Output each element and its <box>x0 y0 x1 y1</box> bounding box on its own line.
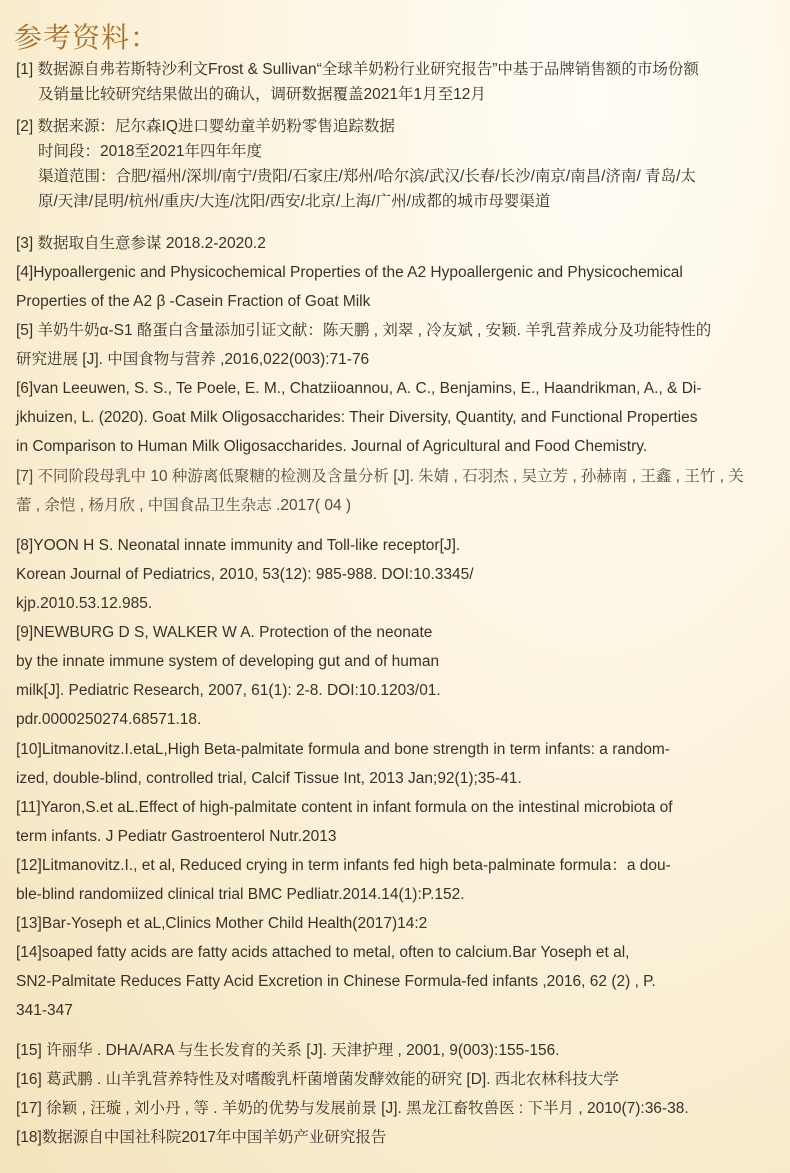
reference-1-line: 及销量比较研究结果做出的确认，调研数据覆盖2021年1月至12月 <box>38 86 486 103</box>
reference-18-line: [18]数据源自中国社科院2017年中国羊奶产业研究报告 <box>16 1129 387 1146</box>
reference-8-line: kjp.2010.53.12.985. <box>16 595 153 612</box>
reference-7-line: 蕾 , 余恺 , 杨月欣 , 中国食品卫生杂志 .2017( 04 ) <box>16 497 352 514</box>
reference-17-line: [17] 徐颖 , 汪璇 , 刘小丹 , 等 . 羊奶的优势与发展前景 [J]. 黑龙江畜牧兽医 : 下半月 , 2010(7):36-38. <box>16 1100 689 1117</box>
reference-14-line: 341-347 <box>16 1002 73 1019</box>
reference-12-line: ble-blind randomiized clinical trial BMC Pedliatr.2014.14(1):P.152. <box>16 886 465 903</box>
reference-8-line: Korean Journal of Pediatrics, 2010, 53(12): 985-988. DOI:10.3345/ <box>16 566 474 583</box>
reference-15-line: [15] 许丽华 . DHA/ARA 与生长发育的关系 [J]. 天津护理 , 2001, 9(003):155-156. <box>16 1042 560 1059</box>
reference-11-line: term infants. J Pediatr Gastroenterol Nutr.2013 <box>16 828 337 845</box>
reference-2-line: 原/天津/昆明/杭州/重庆/大连/沈阳/西安/北京/上海/广州/成都的城市母婴渠道 <box>38 193 551 210</box>
reference-12-line: [12]Litmanovitz.I., et al, Reduced crying in term infants fed high beta-palminate formula：a dou- <box>16 857 671 874</box>
reference-3-line: [3] 数据取自生意参谋 2018.2-2020.2 <box>16 235 266 252</box>
reference-7-line: [7] 不同阶段母乳中 10 种游离低聚糖的检测及含量分析 [J]. 朱婧 , 石羽杰 , 吴立芳 , 孙赫南 , 王鑫 , 王竹 , 关 <box>16 468 744 485</box>
reference-13-line: [13]Bar-Yoseph et aL,Clinics Mother Child Health(2017)14:2 <box>16 915 428 932</box>
reference-5-line: [5] 羊奶牛奶α-S1 酪蛋白含量添加引证文献：陈天鹏 , 刘翠 , 冷友斌 , 安颖. 羊乳营养成分及功能特性的 <box>16 322 712 339</box>
reference-2-line: 时间段：2018至2021年四年年度 <box>38 143 262 160</box>
reference-9-line: [9]NEWBURG D S, WALKER W A. Protection of the neonate <box>16 624 433 641</box>
reference-4-line: Properties of the A2 β -Casein Fraction of Goat Milk <box>16 293 371 310</box>
reference-5-line: 研究进展 [J]. 中国食物与营养 ,2016,022(003):71-76 <box>16 351 370 368</box>
reference-1-line: [1] 数据源自弗若斯特沙利文Frost & Sullivan“全球羊奶粉行业研究报告”中基于品牌销售额的市场份额 <box>16 61 699 78</box>
reference-11-line: [11]Yaron,S.et aL.Effect of high-palmitate content in infant formula on the intestinal microbiota of <box>16 799 673 816</box>
reference-2-line: [2] 数据来源：尼尔森IQ进口婴幼童羊奶粉零售追踪数据 <box>16 118 395 135</box>
reference-10-line: ized, double-blind, controlled trial, Calcif Tissue Int, 2013 Jan;92(1);35-41. <box>16 770 522 787</box>
reference-14-line: SN2-Palmitate Reduces Fatty Acid Excretion in Chinese Formula-fed infants ,2016, 62 (2) , P. <box>16 973 656 990</box>
reference-10-line: [10]Litmanovitz.I.etaL,High Beta-palmitate formula and bone strength in term infants: a random- <box>16 741 670 758</box>
page-title: 参考资料： <box>14 22 160 53</box>
reference-9-line: pdr.0000250274.68571.18. <box>16 711 202 728</box>
reference-2-line: 渠道范围：合肥/福州/深圳/南宁/贵阳/石家庄/郑州/哈尔滨/武汉/长春/长沙/南京/南昌/济南/ 青岛/太 <box>38 168 696 185</box>
reference-6-line: [6]van Leeuwen, S. S., Te Poele, E. M., Chatziioannou, A. C., Benjamins, E., Haandrikman, A., & Di- <box>16 380 702 397</box>
reference-16-line: [16] 葛武鹏 . 山羊乳营养特性及对嗜酸乳杆菌增菌发酵效能的研究 [D]. 西北农林科技大学 <box>16 1071 619 1088</box>
reference-4-line: [4]Hypoallergenic and Physicochemical Properties of the A2 Hypoallergenic and Physicochemical <box>16 264 683 281</box>
reference-14-line: [14]soaped fatty acids are fatty acids attached to metal, often to calcium.Bar Yoseph et al, <box>16 944 630 961</box>
reference-9-line: milk[J]. Pediatric Research, 2007, 61(1): 2-8. DOI:10.1203/01. <box>16 682 441 699</box>
reference-6-line: jkhuizen, L. (2020). Goat Milk Oligosaccharides: Their Diversity, Quantity, and Functional Properties <box>16 409 698 426</box>
reference-8-line: [8]YOON H S. Neonatal innate immunity and Toll-like receptor[J]. <box>16 537 461 554</box>
reference-9-line: by the innate immune system of developing gut and of human <box>16 653 440 670</box>
reference-6-line: in Comparison to Human Milk Oligosaccharides. Journal of Agricultural and Food Chemistry. <box>16 438 648 455</box>
